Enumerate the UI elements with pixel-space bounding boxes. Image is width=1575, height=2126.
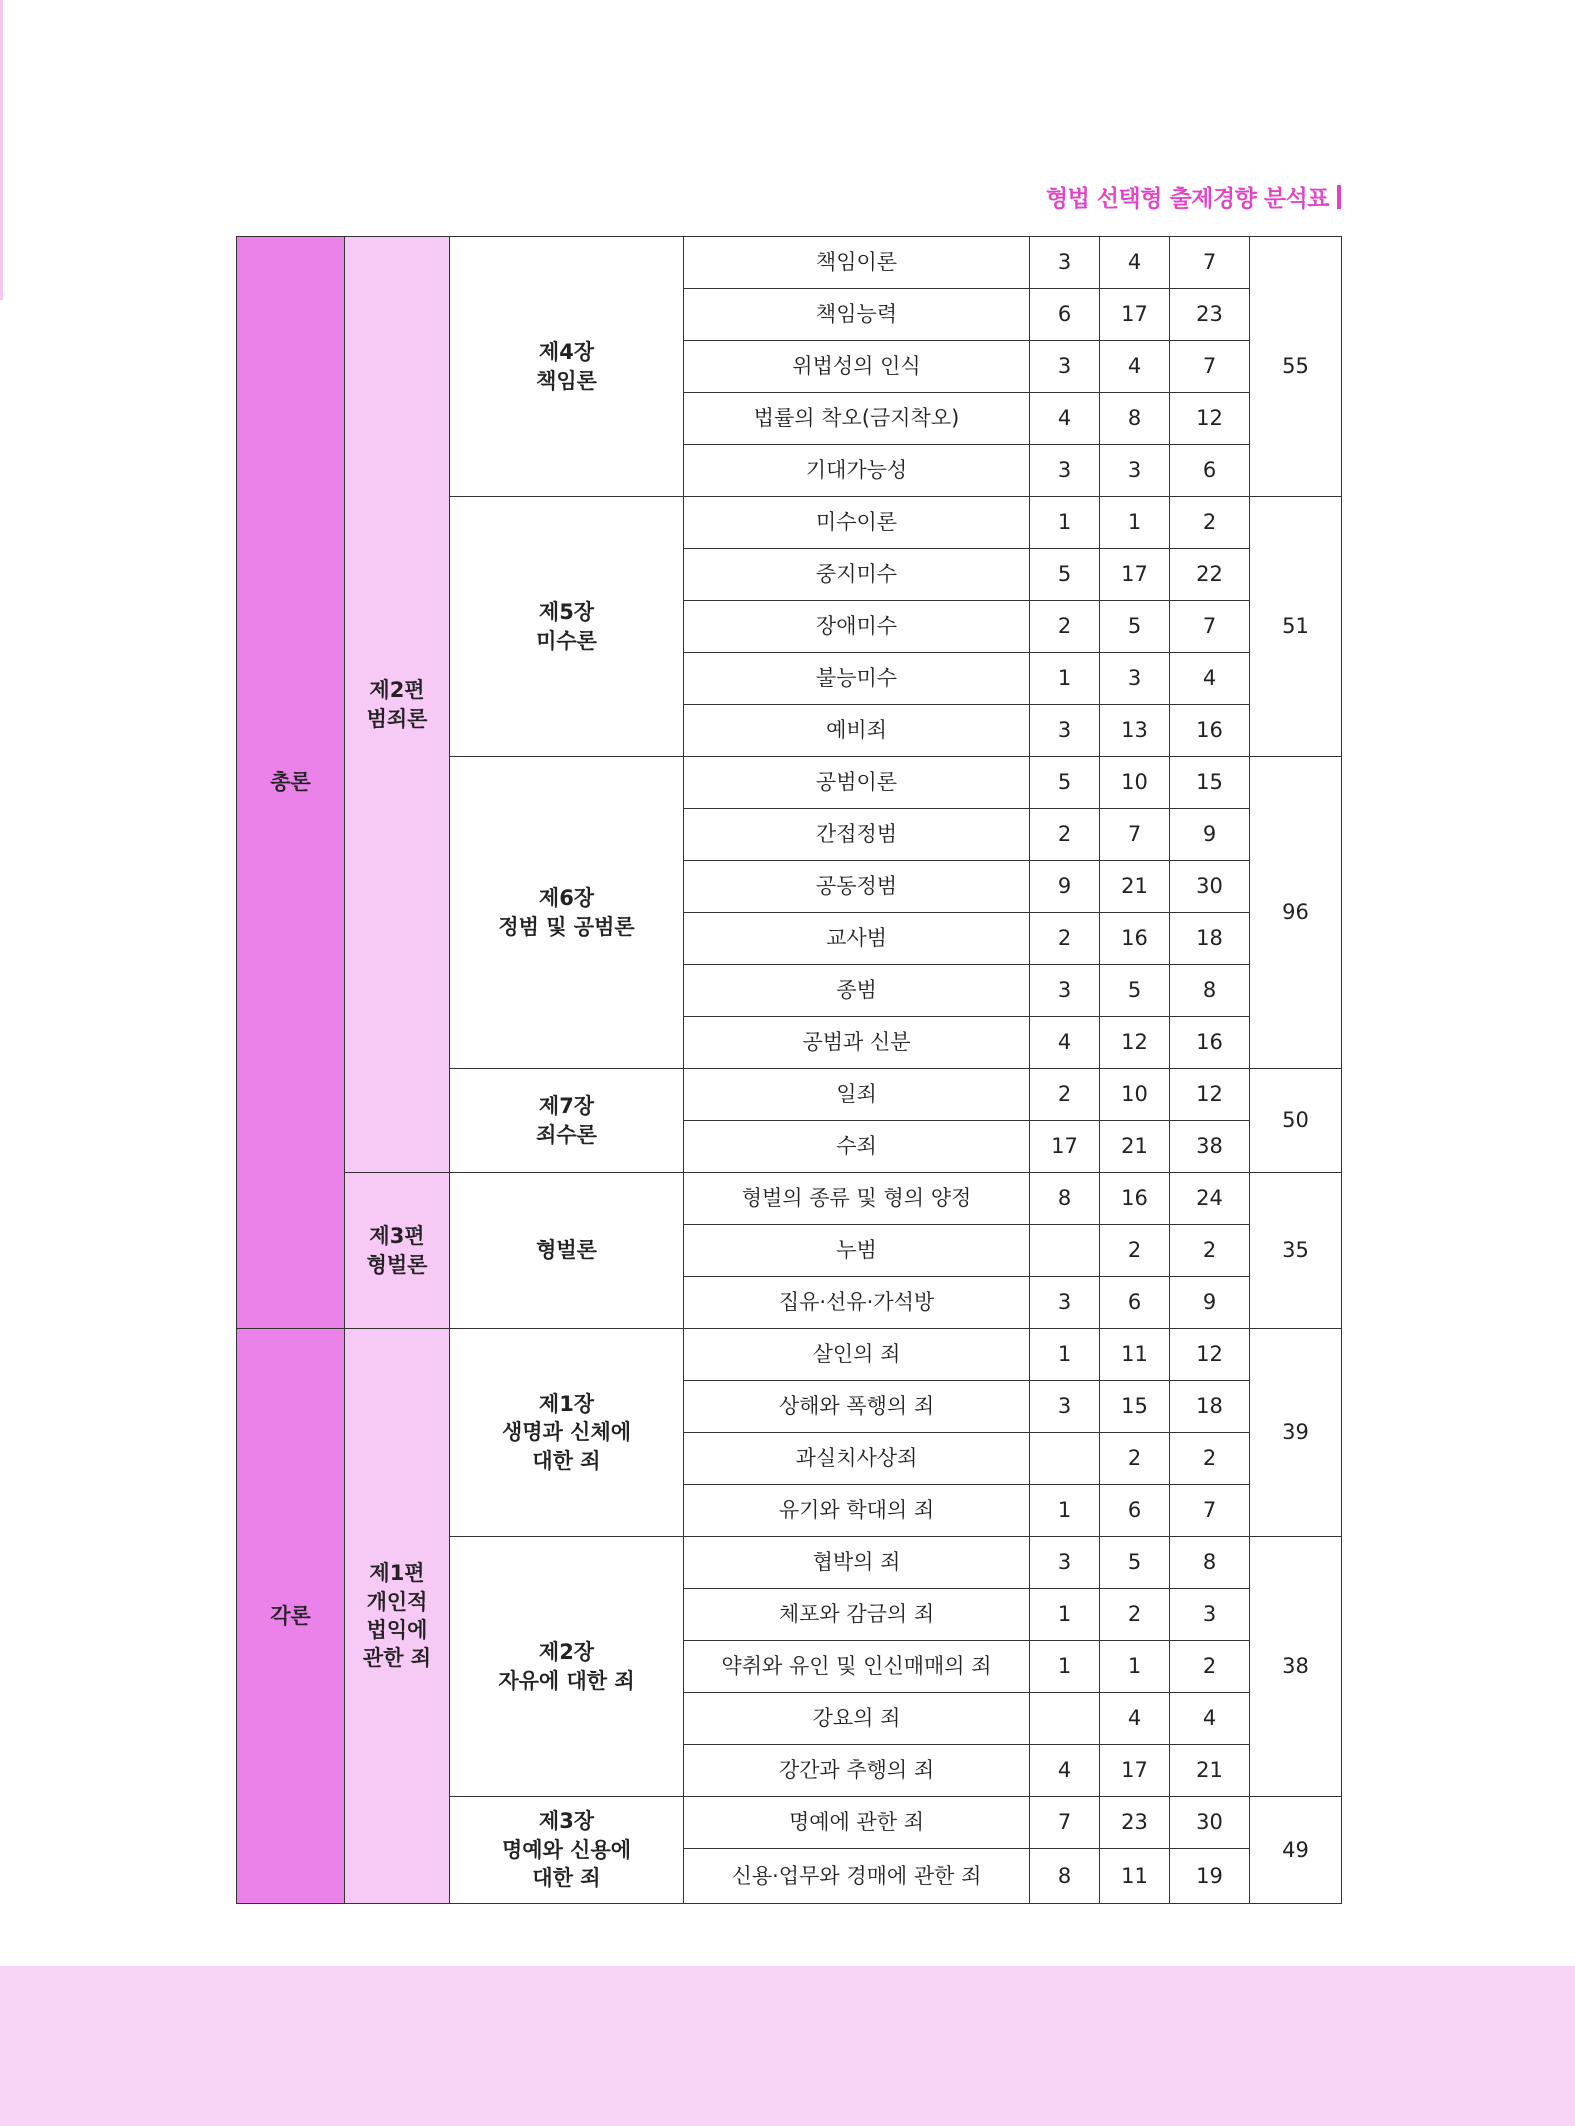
topic-cell: 기대가능성	[684, 445, 1030, 497]
count-a-cell: 5	[1030, 549, 1100, 601]
topic-cell: 장애미수	[684, 601, 1030, 653]
topic-cell: 위법성의 인식	[684, 341, 1030, 393]
count-c-cell: 4	[1170, 653, 1250, 705]
chapter-cell: 제4장 책임론	[450, 237, 684, 497]
count-a-cell: 3	[1030, 705, 1100, 757]
count-c-cell: 18	[1170, 913, 1250, 965]
chapter-cell: 제7장 죄수론	[450, 1069, 684, 1173]
count-c-cell: 2	[1170, 1641, 1250, 1693]
topic-cell: 살인의 죄	[684, 1329, 1030, 1381]
count-b-cell: 11	[1100, 1329, 1170, 1381]
topic-cell: 유기와 학대의 죄	[684, 1485, 1030, 1537]
count-c-cell: 23	[1170, 289, 1250, 341]
count-a-cell: 6	[1030, 289, 1100, 341]
topic-cell: 체포와 감금의 죄	[684, 1589, 1030, 1641]
count-a-cell: 3	[1030, 965, 1100, 1017]
count-b-cell: 6	[1100, 1277, 1170, 1329]
topic-cell: 중지미수	[684, 549, 1030, 601]
count-c-cell: 18	[1170, 1381, 1250, 1433]
chapter-total-cell: 96	[1250, 757, 1342, 1069]
chapter-cell: 형벌론	[450, 1173, 684, 1329]
topic-cell: 불능미수	[684, 653, 1030, 705]
count-b-cell: 15	[1100, 1381, 1170, 1433]
topic-cell: 강간과 추행의 죄	[684, 1745, 1030, 1797]
count-c-cell: 2	[1170, 497, 1250, 549]
table-row	[237, 1173, 1342, 1225]
count-a-cell: 4	[1030, 393, 1100, 445]
count-c-cell: 21	[1170, 1745, 1250, 1797]
count-a-cell: 3	[1030, 341, 1100, 393]
count-a-cell: 4	[1030, 1745, 1100, 1797]
topic-cell: 약취와 유인 및 인신매매의 죄	[684, 1641, 1030, 1693]
count-a-cell: 2	[1030, 601, 1100, 653]
count-b-cell: 5	[1100, 965, 1170, 1017]
count-b-cell: 10	[1100, 1069, 1170, 1121]
chapter-cell: 제5장 미수론	[450, 497, 684, 757]
topic-cell: 공범과 신분	[684, 1017, 1030, 1069]
topic-cell: 미수이론	[684, 497, 1030, 549]
count-b-cell: 17	[1100, 289, 1170, 341]
count-c-cell: 2	[1170, 1225, 1250, 1277]
count-c-cell: 22	[1170, 549, 1250, 601]
chapter-cell: 제3장 명예와 신용에 대한 죄	[450, 1797, 684, 1904]
count-c-cell: 4	[1170, 1693, 1250, 1745]
count-c-cell: 3	[1170, 1589, 1250, 1641]
count-a-cell: 1	[1030, 1641, 1100, 1693]
topic-cell: 강요의 죄	[684, 1693, 1030, 1745]
topic-cell: 신용·업무와 경매에 관한 죄	[684, 1849, 1030, 1904]
count-b-cell: 16	[1100, 913, 1170, 965]
count-c-cell: 7	[1170, 1485, 1250, 1537]
count-b-cell: 3	[1100, 653, 1170, 705]
count-b-cell: 17	[1100, 1745, 1170, 1797]
count-b-cell: 21	[1100, 1121, 1170, 1173]
count-b-cell: 3	[1100, 445, 1170, 497]
count-b-cell: 11	[1100, 1849, 1170, 1904]
topic-cell: 법률의 착오(금지착오)	[684, 393, 1030, 445]
count-b-cell: 6	[1100, 1485, 1170, 1537]
count-a-cell: 5	[1030, 757, 1100, 809]
chapter-total-cell: 35	[1250, 1173, 1342, 1329]
topic-cell: 공동정범	[684, 861, 1030, 913]
count-b-cell: 17	[1100, 549, 1170, 601]
count-b-cell: 5	[1100, 1537, 1170, 1589]
count-a-cell: 8	[1030, 1173, 1100, 1225]
chapter-total-cell: 51	[1250, 497, 1342, 757]
topic-cell: 누범	[684, 1225, 1030, 1277]
count-b-cell: 4	[1100, 1693, 1170, 1745]
count-b-cell: 4	[1100, 341, 1170, 393]
count-a-cell: 8	[1030, 1849, 1100, 1904]
count-a-cell	[1030, 1225, 1100, 1277]
topic-cell: 명예에 관한 죄	[684, 1797, 1030, 1849]
count-a-cell: 1	[1030, 653, 1100, 705]
count-c-cell: 2	[1170, 1433, 1250, 1485]
count-c-cell: 12	[1170, 1069, 1250, 1121]
page-header	[1046, 180, 1341, 213]
count-c-cell: 7	[1170, 341, 1250, 393]
count-b-cell: 21	[1100, 861, 1170, 913]
footer-band	[0, 1966, 1575, 2126]
count-b-cell: 16	[1100, 1173, 1170, 1225]
chapter-total-cell: 55	[1250, 237, 1342, 497]
chapter-total-cell: 39	[1250, 1329, 1342, 1537]
count-a-cell: 9	[1030, 861, 1100, 913]
count-b-cell: 7	[1100, 809, 1170, 861]
count-c-cell: 12	[1170, 1329, 1250, 1381]
count-b-cell: 2	[1100, 1589, 1170, 1641]
pyeon-cell: 제2편 범죄론	[345, 237, 450, 1173]
topic-cell: 간접정범	[684, 809, 1030, 861]
count-a-cell: 3	[1030, 1277, 1100, 1329]
count-c-cell: 30	[1170, 1797, 1250, 1849]
topic-cell: 협박의 죄	[684, 1537, 1030, 1589]
count-a-cell: 2	[1030, 809, 1100, 861]
topic-cell: 예비죄	[684, 705, 1030, 757]
count-a-cell: 2	[1030, 1069, 1100, 1121]
pyeon-cell: 제3편 형벌론	[345, 1173, 450, 1329]
count-a-cell: 3	[1030, 1381, 1100, 1433]
count-b-cell: 4	[1100, 237, 1170, 289]
chapter-total-cell: 50	[1250, 1069, 1342, 1173]
count-b-cell: 23	[1100, 1797, 1170, 1849]
topic-cell: 교사범	[684, 913, 1030, 965]
exam-trend-table	[236, 236, 1342, 1904]
count-c-cell: 6	[1170, 445, 1250, 497]
count-c-cell: 24	[1170, 1173, 1250, 1225]
topic-cell: 집유·선유·가석방	[684, 1277, 1030, 1329]
count-c-cell: 7	[1170, 601, 1250, 653]
count-b-cell: 1	[1100, 1641, 1170, 1693]
count-c-cell: 8	[1170, 1537, 1250, 1589]
count-a-cell: 7	[1030, 1797, 1100, 1849]
header-bar-decoration	[1337, 185, 1341, 209]
count-a-cell: 1	[1030, 1329, 1100, 1381]
count-c-cell: 30	[1170, 861, 1250, 913]
count-b-cell: 1	[1100, 497, 1170, 549]
topic-cell: 책임이론	[684, 237, 1030, 289]
topic-cell: 일죄	[684, 1069, 1030, 1121]
count-c-cell: 9	[1170, 809, 1250, 861]
topic-cell: 형벌의 종류 및 형의 양정	[684, 1173, 1030, 1225]
topic-cell: 상해와 폭행의 죄	[684, 1381, 1030, 1433]
count-c-cell: 8	[1170, 965, 1250, 1017]
count-a-cell: 3	[1030, 445, 1100, 497]
topic-cell: 수죄	[684, 1121, 1030, 1173]
count-a-cell	[1030, 1693, 1100, 1745]
count-c-cell: 19	[1170, 1849, 1250, 1904]
chapter-total-cell: 49	[1250, 1797, 1342, 1904]
chapter-total-cell: 38	[1250, 1537, 1342, 1797]
count-c-cell: 15	[1170, 757, 1250, 809]
count-c-cell: 12	[1170, 393, 1250, 445]
topic-cell: 공범이론	[684, 757, 1030, 809]
count-a-cell: 3	[1030, 237, 1100, 289]
count-b-cell: 12	[1100, 1017, 1170, 1069]
count-c-cell: 9	[1170, 1277, 1250, 1329]
page-edge-strip	[0, 0, 3, 300]
table-row	[237, 237, 1342, 289]
topic-cell: 책임능력	[684, 289, 1030, 341]
count-a-cell: 1	[1030, 1485, 1100, 1537]
page-title: 형법 선택형 출제경향 분석표	[1045, 186, 1329, 212]
part-cell: 총론	[237, 237, 345, 1329]
count-a-cell: 17	[1030, 1121, 1100, 1173]
count-a-cell: 1	[1030, 497, 1100, 549]
pyeon-cell: 제1편 개인적 법익에 관한 죄	[345, 1329, 450, 1904]
count-b-cell: 5	[1100, 601, 1170, 653]
count-a-cell	[1030, 1433, 1100, 1485]
count-a-cell: 4	[1030, 1017, 1100, 1069]
count-b-cell: 2	[1100, 1433, 1170, 1485]
count-c-cell: 38	[1170, 1121, 1250, 1173]
count-b-cell: 10	[1100, 757, 1170, 809]
count-c-cell: 16	[1170, 705, 1250, 757]
part-cell: 각론	[237, 1329, 345, 1904]
count-c-cell: 7	[1170, 237, 1250, 289]
chapter-cell: 제6장 정범 및 공범론	[450, 757, 684, 1069]
count-a-cell: 3	[1030, 1537, 1100, 1589]
count-b-cell: 13	[1100, 705, 1170, 757]
table-row	[237, 1329, 1342, 1381]
topic-cell: 과실치사상죄	[684, 1433, 1030, 1485]
count-a-cell: 1	[1030, 1589, 1100, 1641]
chapter-cell: 제1장 생명과 신체에 대한 죄	[450, 1329, 684, 1537]
count-b-cell: 2	[1100, 1225, 1170, 1277]
chapter-cell: 제2장 자유에 대한 죄	[450, 1537, 684, 1797]
topic-cell: 종범	[684, 965, 1030, 1017]
count-b-cell: 8	[1100, 393, 1170, 445]
count-a-cell: 2	[1030, 913, 1100, 965]
count-c-cell: 16	[1170, 1017, 1250, 1069]
